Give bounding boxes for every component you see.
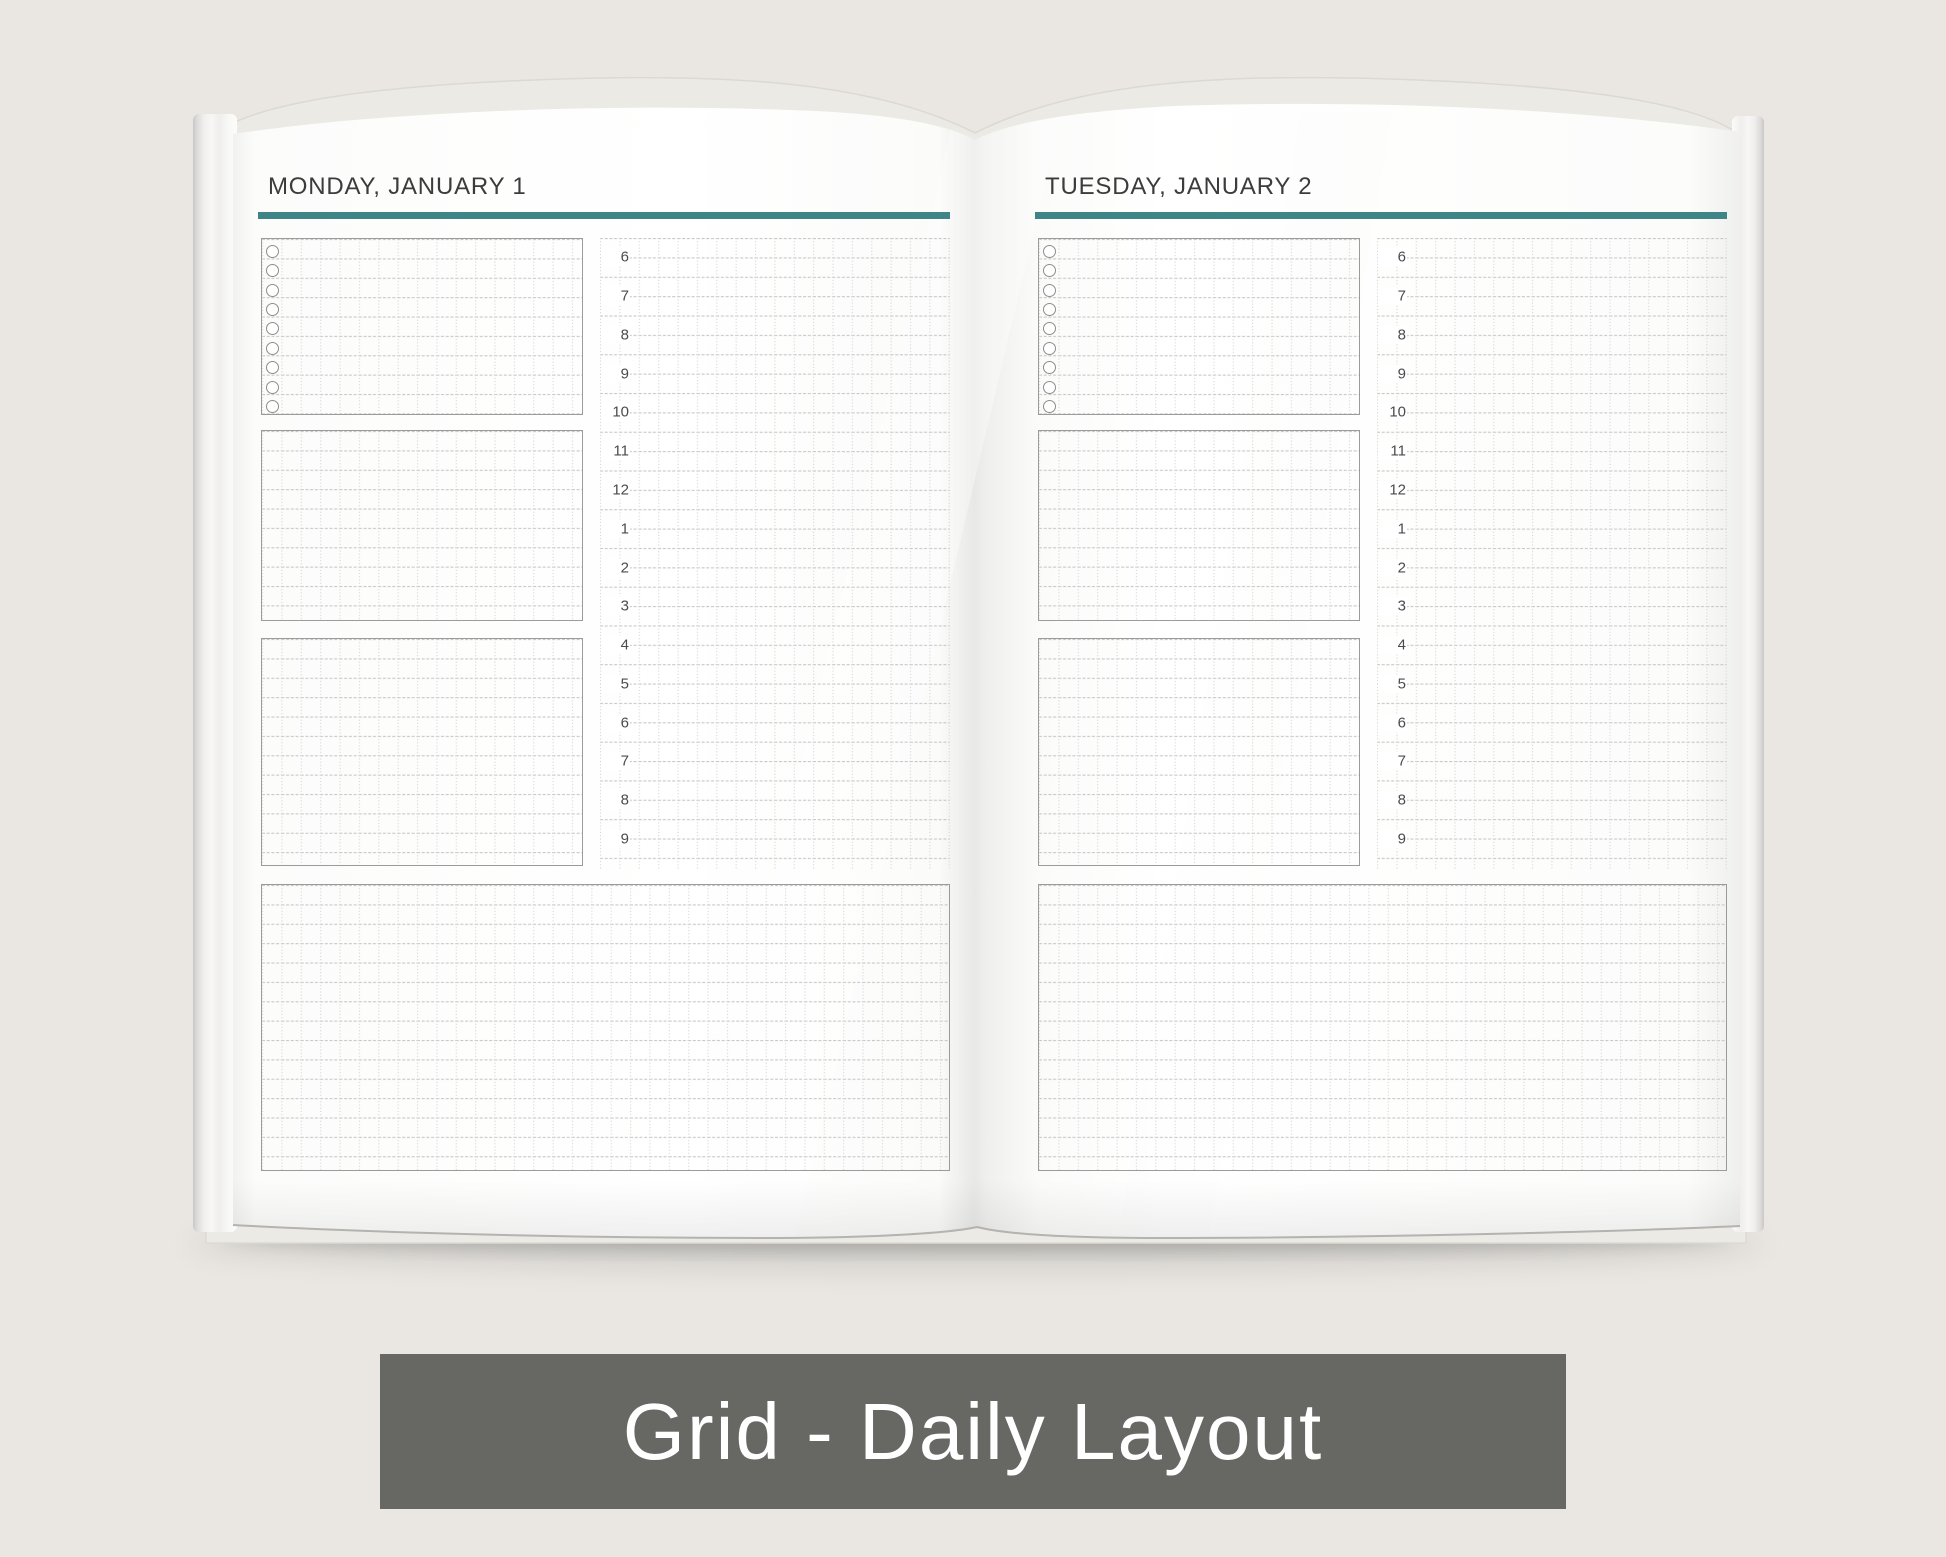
grid-paper bbox=[262, 885, 949, 1170]
checkbox-circle-icon bbox=[1043, 381, 1056, 394]
hour-label: 1 bbox=[601, 519, 630, 538]
checkbox-circle-icon bbox=[266, 322, 279, 335]
checkbox-circle-icon bbox=[266, 245, 279, 258]
schedule-hour-labels bbox=[600, 238, 950, 870]
grid-paper bbox=[262, 639, 582, 865]
checkbox-circle-icon bbox=[266, 342, 279, 355]
hour-label: 7 bbox=[1378, 287, 1407, 306]
right-page bbox=[1038, 165, 1727, 1175]
checkbox-circle-icon bbox=[1043, 322, 1056, 335]
grid-paper bbox=[1039, 639, 1359, 865]
hour-label: 2 bbox=[1378, 558, 1407, 577]
hour-label: 12 bbox=[1378, 481, 1407, 500]
hour-label: 10 bbox=[1378, 403, 1407, 422]
notes-box-1 bbox=[261, 430, 583, 621]
grid-paper bbox=[1039, 239, 1359, 414]
checklist-box bbox=[1038, 238, 1360, 415]
daily-notes-box bbox=[261, 884, 950, 1171]
checkbox-circle-icon bbox=[1043, 303, 1056, 316]
hour-label: 8 bbox=[1378, 791, 1407, 810]
checklist-box bbox=[261, 238, 583, 415]
hour-label: 8 bbox=[601, 325, 630, 344]
hour-label: 10 bbox=[601, 403, 630, 422]
hour-label: 6 bbox=[1378, 713, 1407, 732]
hour-label: 5 bbox=[1378, 674, 1407, 693]
checkbox-circle-icon bbox=[266, 284, 279, 297]
schedule-column bbox=[600, 238, 950, 870]
hour-label: 9 bbox=[1378, 829, 1407, 848]
checkbox-circle-icon bbox=[1043, 361, 1056, 374]
hour-label: 12 bbox=[601, 481, 630, 500]
daily-notes-box bbox=[1038, 884, 1727, 1171]
hour-label: 11 bbox=[601, 442, 630, 461]
hour-label: 11 bbox=[1378, 442, 1407, 461]
hour-label: 2 bbox=[601, 558, 630, 577]
page-stack-edge-left bbox=[193, 114, 237, 1232]
hour-label: 5 bbox=[601, 674, 630, 693]
hour-label: 6 bbox=[601, 713, 630, 732]
notes-box-2 bbox=[261, 638, 583, 866]
checkbox-circle-icon bbox=[266, 303, 279, 316]
hour-label: 4 bbox=[601, 636, 630, 655]
grid-paper bbox=[1039, 885, 1726, 1170]
hour-label: 8 bbox=[601, 791, 630, 810]
hour-label: 8 bbox=[1378, 325, 1407, 344]
checklist-circles bbox=[1042, 242, 1059, 410]
checkbox-circle-icon bbox=[1043, 264, 1056, 277]
hour-label: 9 bbox=[601, 829, 630, 848]
checkbox-circle-icon bbox=[266, 264, 279, 277]
checkbox-circle-icon bbox=[1043, 284, 1056, 297]
checkbox-circle-icon bbox=[1043, 245, 1056, 258]
grid-paper bbox=[1039, 431, 1359, 620]
hour-label: 9 bbox=[1378, 364, 1407, 383]
left-page-title: MONDAY, JANUARY 1 bbox=[268, 173, 527, 200]
hour-label: 7 bbox=[1378, 752, 1407, 771]
hour-label: 1 bbox=[1378, 519, 1407, 538]
left-page-accent-rule bbox=[258, 212, 950, 219]
hour-label: 3 bbox=[601, 597, 630, 616]
checkbox-circle-icon bbox=[266, 381, 279, 394]
right-page-title: TUESDAY, JANUARY 2 bbox=[1045, 173, 1313, 200]
checkbox-circle-icon bbox=[1043, 342, 1056, 355]
left-page bbox=[261, 165, 950, 1175]
caption-banner-label: Grid - Daily Layout bbox=[622, 1386, 1324, 1476]
hour-label: 7 bbox=[601, 752, 630, 771]
hour-label: 4 bbox=[1378, 636, 1407, 655]
notes-box-1 bbox=[1038, 430, 1360, 621]
checkbox-circle-icon bbox=[266, 361, 279, 374]
checkbox-circle-icon bbox=[266, 400, 279, 413]
grid-paper bbox=[262, 431, 582, 620]
hour-label: 6 bbox=[1378, 248, 1407, 267]
hour-label: 7 bbox=[601, 287, 630, 306]
grid-paper bbox=[262, 239, 582, 414]
hour-label: 6 bbox=[601, 248, 630, 267]
hour-label: 3 bbox=[1378, 597, 1407, 616]
checkbox-circle-icon bbox=[1043, 400, 1056, 413]
schedule-hour-labels bbox=[1377, 238, 1727, 870]
notes-box-2 bbox=[1038, 638, 1360, 866]
checklist-circles bbox=[265, 242, 282, 410]
right-page-accent-rule bbox=[1035, 212, 1727, 219]
caption-banner bbox=[380, 1354, 1566, 1509]
hour-label: 9 bbox=[601, 364, 630, 383]
schedule-column bbox=[1377, 238, 1727, 870]
